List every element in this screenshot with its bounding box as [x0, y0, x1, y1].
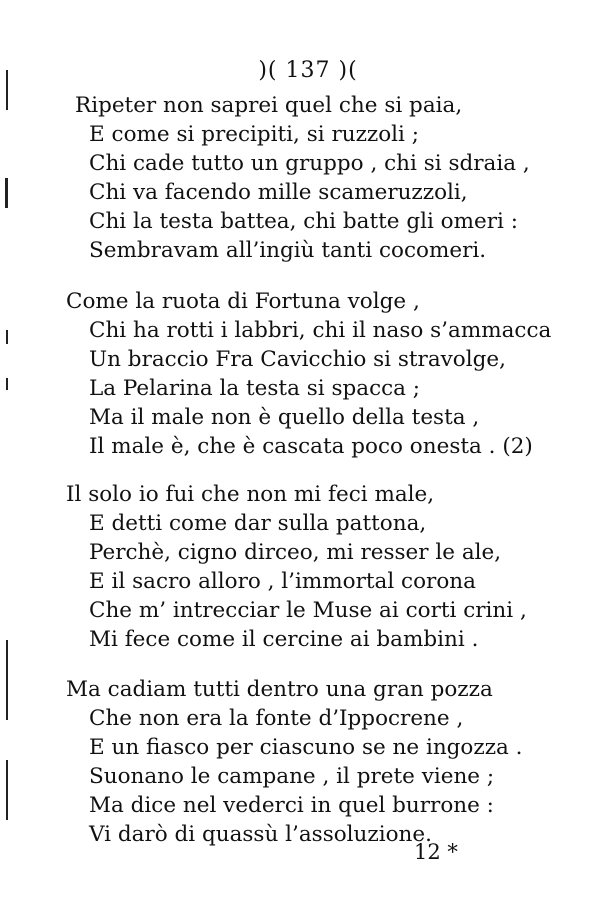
- verse-line: Sembravam all’ingiù tanti cocomeri.: [89, 238, 487, 263]
- verse-line: Mi fece come il cercine ai bambini .: [89, 627, 479, 652]
- verse-line: E detti come dar sulla pattona,: [89, 511, 427, 536]
- verse-line: La Pelarina la testa si spacca ;: [89, 376, 421, 401]
- verse-line: Come la ruota di Fortuna volge ,: [66, 289, 420, 314]
- verse-line: Chi va facendo mille scameruzzoli,: [89, 180, 468, 205]
- page-gutter-edge: [6, 0, 8, 900]
- verse-line: Suonano le campane , il prete viene ;: [89, 764, 495, 789]
- verse-line: Ripeter non saprei quel che si paia,: [75, 93, 463, 118]
- signature-mark: 12 *: [414, 840, 458, 864]
- verse-line: Che m’ intrecciar le Muse ai corti crini ,: [89, 598, 527, 623]
- verse-line: E come si precipiti, si ruzzoli ;: [89, 122, 420, 147]
- page-header: [0, 58, 616, 83]
- verse-line: E un fiasco per ciascuno se ne ingozza .: [89, 735, 523, 760]
- verse-line: Il male è, che è cascata poco onesta . (2): [89, 434, 533, 459]
- verse-line: Ma dice nel vederci in quel burrone :: [89, 793, 494, 818]
- verse-line: Chi ha rotti i labbri, chi il naso s’ammacca: [89, 318, 552, 343]
- verse-line: Che non era la fonte d’Ippocrene ,: [89, 706, 464, 731]
- verse-line: Il solo io fui che non mi feci male,: [66, 482, 435, 507]
- verse-line: Ma il male non è quello della testa ,: [89, 405, 480, 430]
- verse-line: E il sacro alloro , l’immortal corona: [89, 569, 476, 594]
- page-number: )( 137 )(: [258, 58, 358, 83]
- verse-line: Chi la testa battea, chi batte gli omeri :: [89, 209, 518, 234]
- verse-line: Perchè, cigno dirceo, mi resser le ale,: [89, 540, 502, 565]
- verse-line: Ma cadiam tutti dentro una gran pozza: [66, 677, 493, 702]
- verse-line: Un braccio Fra Cavicchio si stravolge,: [89, 347, 506, 372]
- verse-line: Vi darò di quassù l’assoluzione.: [89, 822, 432, 847]
- verse-line: Chi cade tutto un gruppo , chi si sdraia ,: [89, 151, 530, 176]
